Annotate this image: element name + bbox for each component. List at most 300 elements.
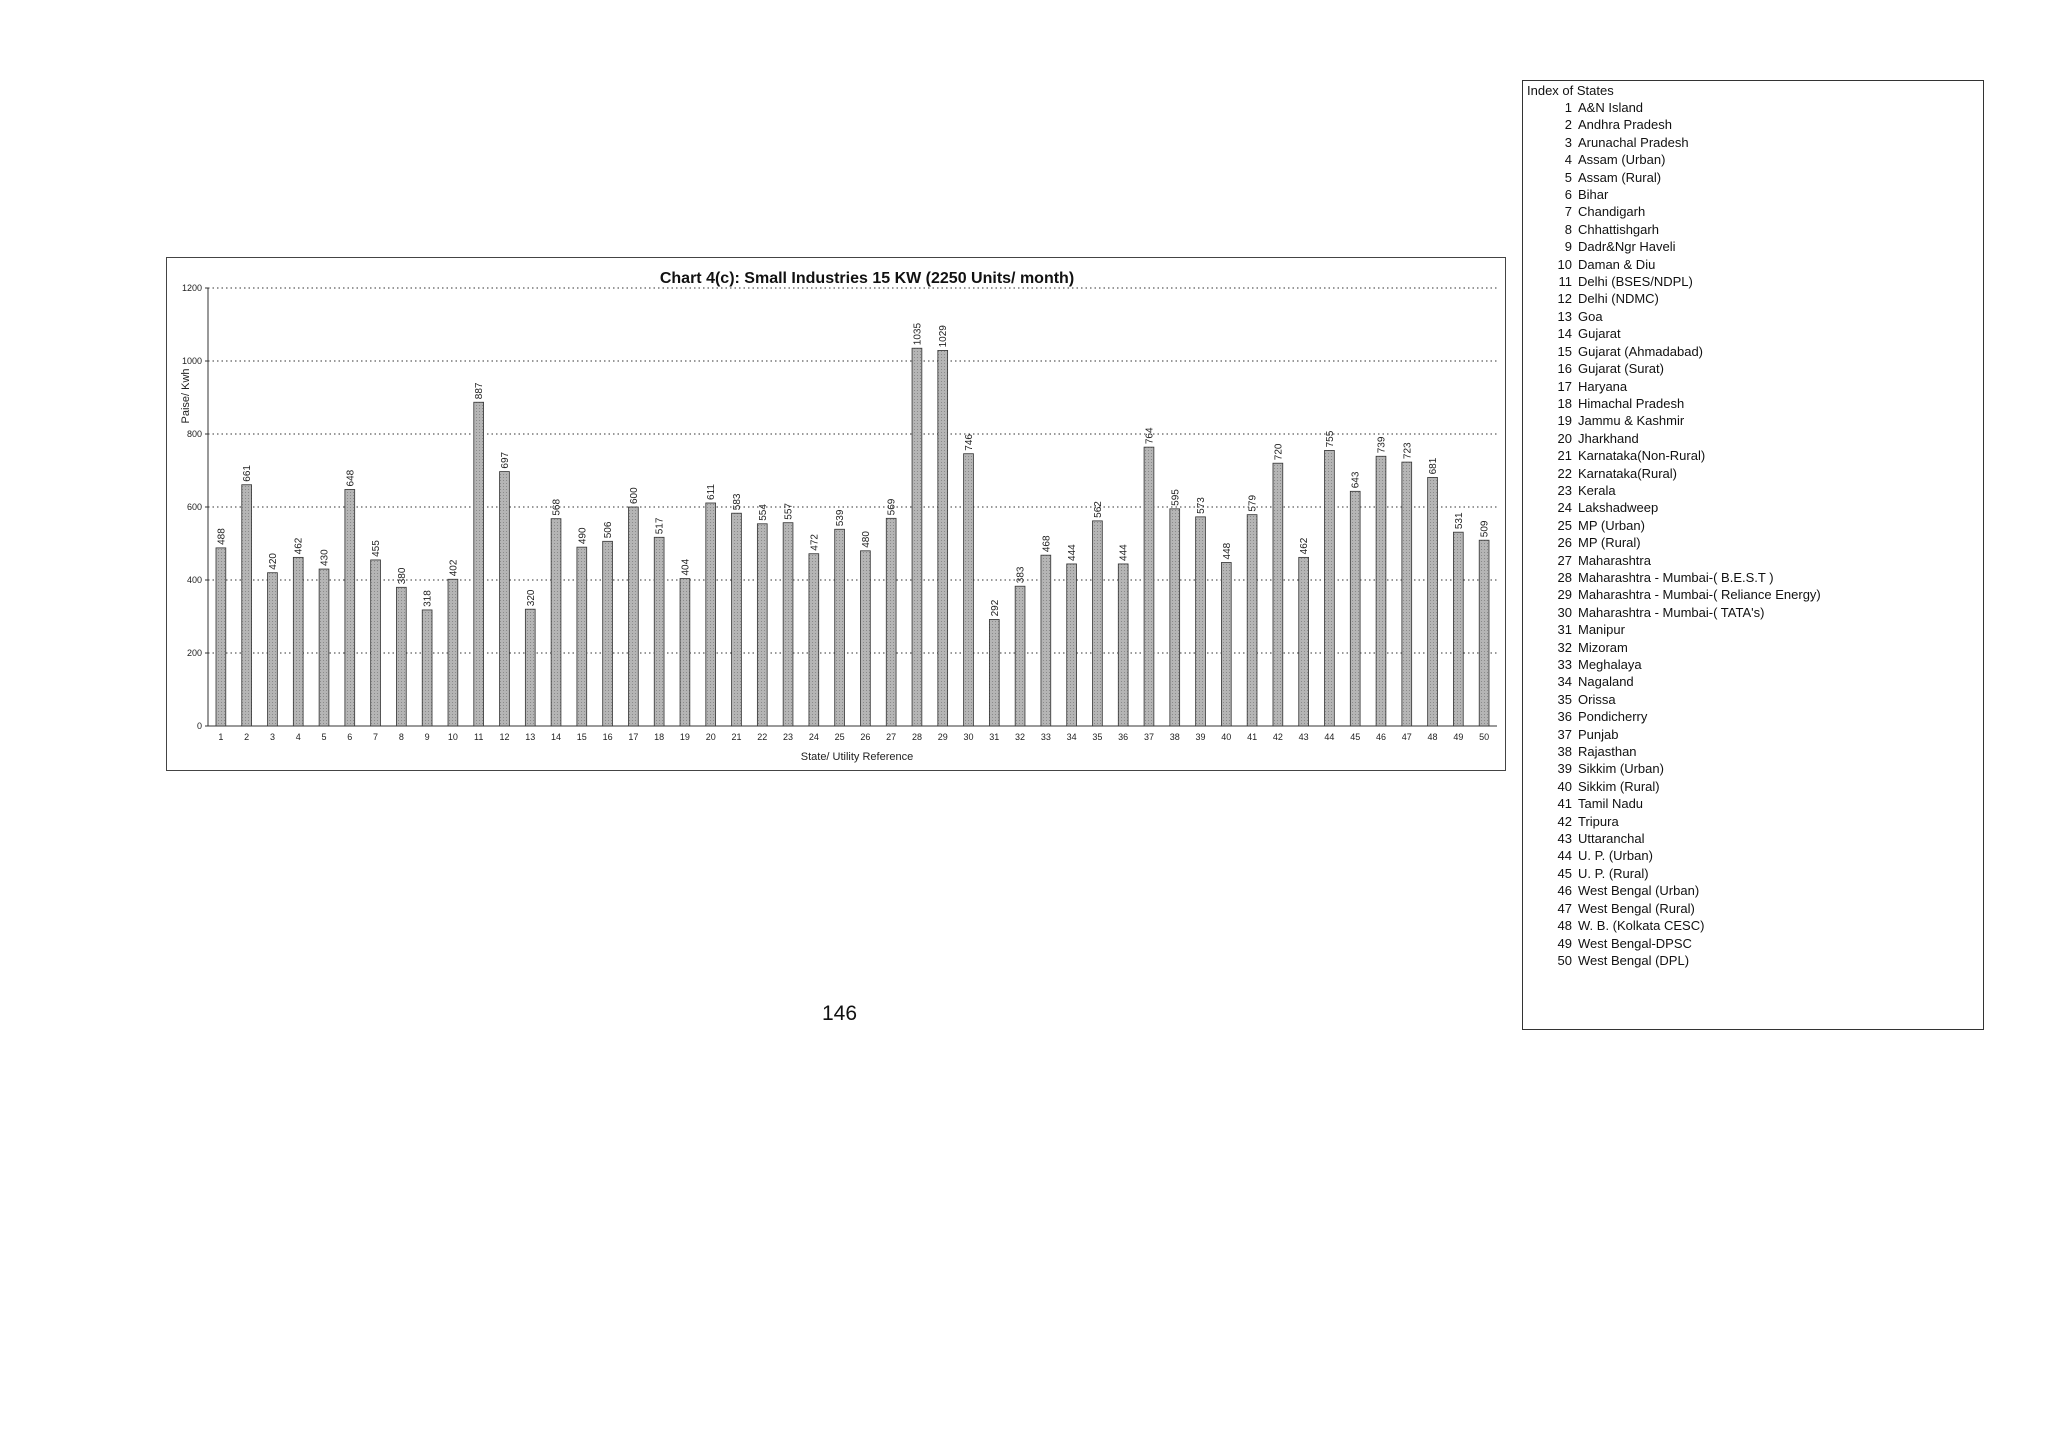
- data-label: 455: [371, 540, 383, 557]
- x-tick-label: 16: [602, 732, 613, 742]
- index-item-name: Haryana: [1578, 378, 1628, 394]
- index-item-name: Lakshadweep: [1578, 500, 1659, 516]
- index-item-name: Maharashtra - Mumbai-( B.E.S.T ): [1578, 569, 1774, 585]
- index-item: [1527, 830, 1983, 847]
- bar: [525, 609, 535, 726]
- x-tick-label: 21: [731, 732, 742, 742]
- data-label: 472: [809, 534, 821, 551]
- index-item: [1527, 656, 1983, 673]
- bar: [989, 619, 999, 726]
- index-item: [1527, 586, 1983, 603]
- y-tick-label: 1000: [181, 356, 202, 366]
- bar: [1015, 586, 1025, 726]
- index-item-name: Maharashtra - Mumbai-( Reliance Energy): [1578, 587, 1821, 603]
- index-item-name: Pondicherry: [1578, 709, 1648, 725]
- data-label: 887: [474, 382, 486, 400]
- index-item: [1527, 691, 1983, 708]
- index-item-number: 46: [1557, 883, 1572, 899]
- index-item-name: Gujarat (Ahmadabad): [1578, 343, 1704, 359]
- x-tick-label: 40: [1221, 732, 1232, 742]
- data-label: 420: [267, 553, 279, 570]
- index-item: [1527, 795, 1983, 812]
- index-item-number: 22: [1557, 465, 1572, 481]
- bar: [1221, 562, 1231, 726]
- y-tick-label: 0: [196, 721, 202, 731]
- x-tick-label: 33: [1040, 732, 1051, 742]
- x-tick-label: 27: [886, 732, 897, 742]
- index-item-number: 5: [1564, 169, 1572, 185]
- x-tick-label: 18: [654, 732, 665, 742]
- data-label: 600: [628, 487, 640, 504]
- index-item: [1527, 917, 1983, 934]
- index-item: [1527, 203, 1983, 220]
- index-item-number: 7: [1564, 204, 1572, 220]
- index-item-number: 2: [1564, 117, 1572, 133]
- index-item-name: W. B. (Kolkata CESC): [1578, 918, 1705, 934]
- x-tick-label: 22: [757, 732, 768, 742]
- index-item-number: 4: [1564, 152, 1572, 168]
- index-item: [1527, 482, 1983, 499]
- index-item: [1527, 534, 1983, 551]
- index-item-name: Assam (Rural): [1578, 169, 1662, 185]
- index-item: [1527, 465, 1983, 482]
- index-item-name: A&N Island: [1578, 100, 1644, 115]
- index-item-number: 3: [1564, 134, 1572, 150]
- bar: [809, 554, 819, 726]
- data-label: 488: [216, 528, 228, 545]
- data-label: 380: [396, 567, 408, 585]
- chart-frame: [166, 257, 1506, 771]
- index-item-number: 20: [1557, 430, 1572, 446]
- index-item-number: 21: [1557, 448, 1572, 464]
- index-item: [1527, 308, 1983, 325]
- index-item-number: 36: [1557, 709, 1572, 725]
- data-label: 643: [1350, 471, 1362, 489]
- data-label: 462: [293, 537, 305, 555]
- index-item-name: Chhattishgarh: [1578, 221, 1659, 237]
- index-item: [1527, 639, 1983, 656]
- bar: [964, 454, 974, 726]
- index-item-name: Dadr&Ngr Haveli: [1578, 239, 1676, 255]
- x-tick-label: 41: [1247, 732, 1258, 742]
- bar: [706, 503, 716, 726]
- index-item-name: Andhra Pradesh: [1578, 117, 1672, 133]
- index-item-name: Gujarat: [1578, 326, 1621, 342]
- index-item: [1527, 517, 1983, 534]
- index-item: [1527, 151, 1983, 168]
- x-tick-label: 29: [937, 732, 948, 742]
- chart-title: Chart 4(c): Small Industries 15 KW (2250 Units/ month): [659, 270, 1075, 287]
- x-tick-label: 28: [911, 732, 922, 742]
- index-item-name: Nagaland: [1578, 674, 1634, 690]
- data-label: 318: [422, 590, 434, 607]
- data-label: 404: [680, 558, 692, 576]
- index-item: [1527, 395, 1983, 412]
- index-item-number: 32: [1557, 639, 1572, 655]
- x-tick-label: 4: [295, 732, 301, 742]
- index-item-name: MP (Urban): [1578, 517, 1645, 533]
- y-tick-label: 200: [186, 648, 202, 658]
- x-tick-label: 43: [1298, 732, 1309, 742]
- x-tick-label: 44: [1324, 732, 1335, 742]
- y-tick-label: 600: [186, 502, 202, 512]
- x-tick-label: 17: [628, 732, 639, 742]
- index-item: [1527, 221, 1983, 238]
- bar: [422, 610, 432, 726]
- data-label: 320: [525, 589, 537, 607]
- data-label: 573: [1196, 497, 1208, 514]
- x-tick-label: 7: [373, 732, 379, 742]
- index-item-name: Orissa: [1578, 691, 1616, 707]
- data-label: 292: [989, 599, 1001, 617]
- data-label: 517: [654, 517, 666, 535]
- data-label: 755: [1324, 430, 1336, 448]
- index-item-number: 11: [1558, 274, 1572, 290]
- index-item-number: 44: [1557, 848, 1572, 864]
- index-item-name: Himachal Pradesh: [1578, 395, 1685, 411]
- data-label: 579: [1247, 494, 1259, 512]
- x-tick-label: 38: [1169, 732, 1180, 742]
- bar: [268, 573, 278, 726]
- data-label: 583: [731, 493, 743, 511]
- index-of-states: [1522, 80, 1984, 1030]
- index-item-number: 13: [1557, 308, 1572, 324]
- index-item: [1527, 238, 1983, 255]
- bar: [1067, 564, 1077, 726]
- x-tick-label: 32: [1015, 732, 1026, 742]
- index-item: [1527, 847, 1983, 864]
- x-tick-label: 5: [321, 732, 327, 742]
- x-tick-label: 15: [576, 732, 587, 742]
- index-item: [1527, 569, 1983, 586]
- index-item-number: 42: [1557, 813, 1572, 829]
- index-item-number: 29: [1557, 587, 1572, 603]
- index-item-name: MP (Rural): [1578, 535, 1641, 551]
- index-item-number: 24: [1557, 500, 1572, 516]
- bar: [680, 579, 690, 726]
- index-item: [1527, 882, 1983, 899]
- index-item-number: 23: [1557, 482, 1572, 498]
- index-item-name: West Bengal (DPL): [1578, 952, 1690, 968]
- index-item-number: 43: [1557, 831, 1572, 847]
- index-item: [1527, 169, 1983, 186]
- index-item-name: Kerala: [1578, 482, 1616, 498]
- index-item-number: 1: [1564, 100, 1572, 115]
- index-item-number: 8: [1564, 221, 1572, 237]
- bar: [1453, 532, 1463, 726]
- index-item-number: 27: [1557, 552, 1572, 568]
- x-tick-label: 39: [1195, 732, 1206, 742]
- index-item-number: 35: [1557, 691, 1572, 707]
- x-tick-label: 47: [1401, 732, 1412, 742]
- index-item-number: 38: [1557, 744, 1572, 760]
- index-item-number: 17: [1557, 378, 1572, 394]
- data-label: 506: [603, 521, 615, 539]
- page-number: 146: [822, 1002, 858, 1025]
- x-tick-label: 31: [989, 732, 1000, 742]
- index-item-number: 49: [1557, 935, 1572, 951]
- index-item-name: Gujarat (Surat): [1578, 361, 1664, 377]
- bar: [448, 579, 458, 726]
- bar: [783, 523, 793, 726]
- x-tick-label: 19: [679, 732, 690, 742]
- x-tick-label: 46: [1375, 732, 1386, 742]
- y-tick-label: 400: [186, 575, 202, 585]
- index-item-number: 12: [1557, 291, 1572, 307]
- x-tick-label: 24: [808, 732, 819, 742]
- bar: [1118, 564, 1128, 726]
- data-label: 554: [757, 504, 769, 521]
- index-item: [1527, 900, 1983, 917]
- x-tick-label: 1: [218, 732, 224, 742]
- index-item-number: 19: [1557, 413, 1572, 429]
- index-item: [1527, 952, 1983, 969]
- data-label: 569: [886, 498, 898, 516]
- data-label: 539: [835, 509, 847, 527]
- index-item-name: Meghalaya: [1578, 657, 1642, 672]
- bar: [1170, 509, 1180, 726]
- index-item-name: Manipur: [1578, 622, 1625, 638]
- data-label: 1035: [912, 322, 924, 346]
- index-item: [1527, 360, 1983, 377]
- index-item-name: Jharkhand: [1578, 430, 1639, 446]
- bar: [1479, 540, 1489, 726]
- index-item-number: 37: [1557, 726, 1572, 742]
- index-item: [1527, 186, 1983, 203]
- bar: [242, 485, 252, 726]
- bar: [1350, 491, 1360, 726]
- index-item: [1527, 708, 1983, 725]
- index-item-name: Sikkim (Urban): [1578, 761, 1664, 777]
- bar: [1376, 456, 1386, 726]
- x-tick-label: 49: [1453, 732, 1464, 742]
- x-tick-label: 10: [447, 732, 458, 742]
- x-tick-label: 42: [1272, 732, 1283, 742]
- index-item-name: Daman & Diu: [1578, 256, 1656, 272]
- index-item-number: 39: [1557, 761, 1572, 777]
- index-item-name: Karnataka(Rural): [1578, 465, 1677, 481]
- index-item-number: 31: [1557, 622, 1572, 638]
- x-tick-label: 50: [1479, 732, 1490, 742]
- index-item: [1527, 778, 1983, 795]
- x-tick-label: 26: [860, 732, 871, 742]
- index-item-number: 50: [1557, 952, 1572, 968]
- x-tick-label: 25: [834, 732, 845, 742]
- bar: [912, 348, 922, 726]
- index-item-name: Chandigarh: [1578, 204, 1646, 220]
- bar: [577, 547, 587, 726]
- index-item-number: 47: [1557, 900, 1572, 916]
- x-tick-label: 11: [474, 732, 484, 742]
- index-item: [1527, 273, 1983, 290]
- index-item: [1527, 935, 1983, 952]
- x-tick-label: 20: [705, 732, 716, 742]
- index-item-name: Delhi (BSES/NDPL): [1578, 274, 1693, 290]
- data-label: 739: [1376, 436, 1388, 454]
- bar-chart: [167, 258, 1507, 772]
- data-label: 1029: [938, 325, 950, 348]
- index-item-name: Jammu & Kashmir: [1578, 413, 1685, 429]
- index-item: [1527, 447, 1983, 464]
- index-item-number: 16: [1557, 361, 1572, 377]
- index-item: [1527, 290, 1983, 307]
- bar: [1428, 477, 1438, 726]
- bar: [1041, 555, 1051, 726]
- index-item-name: U. P. (Rural): [1578, 865, 1649, 881]
- index-item-name: Tripura: [1578, 813, 1619, 829]
- index-item-number: 25: [1557, 517, 1572, 533]
- data-label: 557: [783, 503, 795, 520]
- index-item: [1527, 621, 1983, 638]
- x-tick-label: 12: [499, 732, 510, 742]
- bar: [293, 557, 303, 726]
- x-tick-label: 9: [424, 732, 430, 742]
- index-item: [1527, 116, 1983, 133]
- index-item: [1527, 726, 1983, 743]
- bar: [474, 402, 484, 726]
- index-item-name: Punjab: [1578, 726, 1619, 742]
- index-item-number: 18: [1557, 395, 1572, 411]
- index-item: [1527, 378, 1983, 395]
- x-tick-label: 2: [244, 732, 250, 742]
- index-item-number: 15: [1557, 343, 1572, 359]
- bar: [1247, 515, 1257, 726]
- bar: [757, 524, 767, 726]
- index-item: [1527, 813, 1983, 830]
- data-label: 720: [1273, 443, 1285, 461]
- bar: [345, 489, 355, 726]
- data-label: 444: [1067, 544, 1079, 561]
- bar: [1144, 447, 1154, 726]
- x-tick-label: 37: [1143, 732, 1154, 742]
- index-item: [1527, 499, 1983, 516]
- data-label: 764: [1144, 427, 1156, 445]
- data-label: 611: [706, 484, 718, 500]
- x-tick-label: 35: [1092, 732, 1103, 742]
- data-label: 480: [860, 531, 872, 548]
- bar: [371, 560, 381, 726]
- index-item-name: Sikkim (Rural): [1578, 778, 1660, 794]
- x-tick-label: 8: [398, 732, 404, 742]
- data-label: 595: [1170, 489, 1182, 506]
- x-tick-label: 36: [1118, 732, 1129, 742]
- index-list: [1527, 99, 1983, 969]
- index-item-number: 34: [1557, 674, 1572, 690]
- data-label: 648: [345, 469, 357, 487]
- index-item: [1527, 325, 1983, 342]
- index-item-name: West Bengal (Urban): [1578, 883, 1700, 899]
- index-item-number: 33: [1557, 657, 1572, 672]
- index-item-name: Goa: [1578, 308, 1603, 324]
- bar: [1196, 517, 1206, 726]
- index-item-name: Karnataka(Non-Rural): [1578, 448, 1706, 464]
- index-item-name: Maharashtra: [1578, 552, 1651, 568]
- bar: [886, 518, 896, 726]
- bar: [319, 569, 329, 726]
- index-item-number: 30: [1557, 604, 1572, 620]
- index-item: [1527, 134, 1983, 151]
- index-item: [1527, 256, 1983, 273]
- index-item-name: West Bengal (Rural): [1578, 900, 1695, 916]
- index-item: [1527, 412, 1983, 429]
- index-item-name: Tamil Nadu: [1578, 796, 1644, 812]
- index-item: [1527, 99, 1983, 116]
- index-item-name: West Bengal-DPSC: [1578, 935, 1692, 951]
- index-item: [1527, 760, 1983, 777]
- data-label: 383: [1015, 566, 1027, 584]
- y-tick-label: 800: [186, 429, 202, 439]
- data-label: 402: [448, 559, 460, 577]
- data-label: 462: [1299, 537, 1311, 555]
- bar: [1273, 463, 1283, 726]
- index-item: [1527, 743, 1983, 760]
- x-tick-label: 14: [551, 732, 562, 742]
- x-tick-label: 3: [269, 732, 275, 742]
- index-item-name: Maharashtra - Mumbai-( TATA's): [1578, 604, 1765, 620]
- index-item-name: Uttaranchal: [1578, 831, 1645, 847]
- index-item-number: 14: [1557, 326, 1572, 342]
- x-tick-label: 45: [1350, 732, 1361, 742]
- bar: [628, 507, 638, 726]
- index-item-name: Rajasthan: [1578, 744, 1637, 760]
- index-item-number: 28: [1557, 569, 1572, 585]
- data-label: 661: [242, 465, 254, 482]
- bar: [551, 519, 561, 726]
- x-tick-label: 34: [1066, 732, 1077, 742]
- bars: [216, 348, 1489, 726]
- index-item: [1527, 552, 1983, 569]
- data-label: 448: [1221, 542, 1233, 560]
- bar: [216, 548, 226, 726]
- index-item-name: Arunachal Pradesh: [1578, 134, 1689, 150]
- index-item-number: 26: [1557, 535, 1572, 551]
- bar: [938, 350, 948, 726]
- bar: [1402, 462, 1412, 726]
- data-label: 490: [577, 527, 589, 545]
- data-label: 430: [319, 549, 331, 567]
- index-item-name: U. P. (Urban): [1578, 848, 1653, 864]
- data-label: 468: [1041, 535, 1053, 553]
- data-label: 697: [499, 451, 511, 469]
- data-label: 509: [1479, 520, 1491, 538]
- bar: [603, 541, 613, 726]
- index-item: [1527, 343, 1983, 360]
- data-label: 681: [1428, 457, 1440, 475]
- data-label: 746: [964, 434, 976, 451]
- index-item-number: 9: [1564, 239, 1572, 255]
- x-tick-label: 13: [525, 732, 536, 742]
- bar: [1299, 557, 1309, 726]
- index-item-number: 48: [1557, 918, 1572, 934]
- data-label: 562: [1092, 501, 1104, 518]
- index-item-name: Delhi (NDMC): [1578, 291, 1659, 307]
- bar: [500, 472, 510, 726]
- x-tick-label: 48: [1427, 732, 1438, 742]
- bar: [1093, 521, 1103, 726]
- data-label: 444: [1118, 544, 1130, 561]
- data-label: 723: [1402, 442, 1414, 460]
- bar: [732, 513, 742, 726]
- index-item-number: 45: [1557, 865, 1572, 881]
- index-title: Index of States: [1527, 83, 1614, 98]
- data-label: 568: [551, 498, 563, 516]
- bar: [835, 529, 845, 726]
- x-tick-label: 23: [783, 732, 794, 742]
- y-axis-title: Paise/ Kwh: [180, 368, 192, 424]
- bar: [860, 551, 870, 726]
- bar: [654, 537, 664, 726]
- index-item: [1527, 430, 1983, 447]
